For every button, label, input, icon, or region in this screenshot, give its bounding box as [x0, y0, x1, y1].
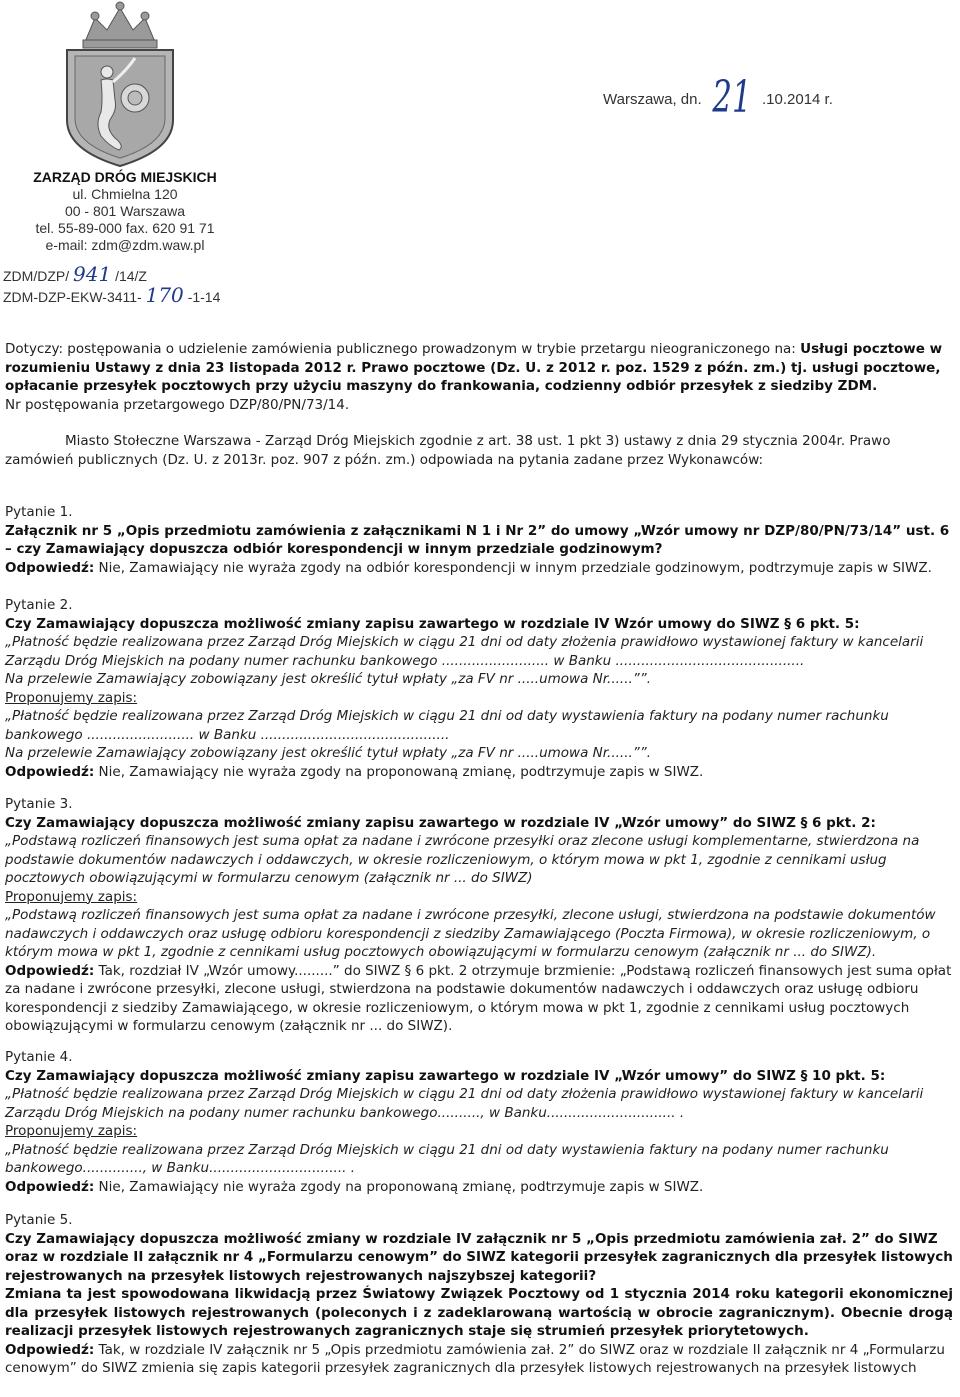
- answer-3-text: Tak, rozdział IV „Wzór umowy.........” do SIWZ § 6 pkt. 2 otrzymuje brzmienie: „Podstawą rozliczeń finansowych jest suma opłat za nadane i zwrócone przesyłki, zlecone usługi, stwierdzona na podstawie dokumentów nadawczych i oddawczych oraz usługę odbioru korespondencji z siedziby Zamawiającego, w okresie rozliczeniowym, o którym mowa w pkt 1, zgodnie z cennikami usług pocztowych obowiązującymi w formularzu cenowym (załącznik nr ... do SIWZ).: [5, 962, 952, 1034]
- proceeding-number: Nr postępowania przetargowego DZP/80/PN/73/14.: [5, 396, 350, 413]
- subject-prefix: Dotyczy: postępowania o udzielenie zamówienia publicznego prowadzonym w trybie przetargu nieograniczonego na:: [5, 341, 801, 357]
- reference-number-2: [3, 283, 221, 307]
- question-4-section: [5, 1048, 953, 1196]
- subject-bold: Usługi pocztowe w rozumieniu Ustawy z dnia 23 listopada 2012 r. Prawo pocztowe (Dz. U. z 2012 r. poz. 1529 z późn. zm.) tj. usługi pocztowe, opłacanie przesyłek pocztowych przy użyciu maszyny do frankowania, codzienny odbiór przesyłek z siedziby ZDM.: [5, 341, 943, 394]
- answer-5-text: Tak, w rozdziale IV załącznik nr 5 „Opis przedmiotu zamówienia zał. 2” do SIWZ oraz w rozdziale II załącznik nr 4 „Formularzu cenowym” do SIWZ zmienia się zapis kategorii przesyłek zagranicznych dla przesyłek listowych rejestrowanych na przesyłek listowych: [5, 1341, 945, 1376]
- sender-address-block: [20, 169, 230, 254]
- ref1-suffix: /14/Z: [115, 268, 147, 284]
- question-2-text: Czy Zamawiający dopuszcza możliwość zmiany zapisu zawartego w rozdziale IV Wzór umowy do SIWZ § 6 pkt. 5:: [5, 615, 860, 632]
- address-street: ul. Chmielna 120: [72, 186, 178, 202]
- ref2-suffix: -1-14: [187, 289, 221, 305]
- answer-3-label: Odpowiedź:: [5, 962, 95, 979]
- reference-number-1: [3, 262, 147, 286]
- question-2-quote-current-b: Na przelewie Zamawiający zobowiązany jest określić tytuł wpłaty „za FV nr .....umowa Nr......””.: [5, 671, 652, 687]
- answer-1-label: Odpowiedź:: [5, 559, 95, 576]
- question-4-title: Pytanie 4.: [5, 1049, 73, 1065]
- statement-paragraph: [5, 432, 953, 469]
- ref2-prefix: ZDM-DZP-EKW-3411-: [3, 289, 142, 305]
- subject-paragraph: [5, 340, 953, 396]
- question-1-section: [5, 503, 953, 577]
- address-city: 00 - 801 Warszawa: [64, 203, 186, 219]
- question-1-title: Pytanie 1.: [5, 504, 73, 520]
- question-3-text: Czy Zamawiający dopuszcza możliwość zmiany zapisu zawartego w rozdziale IV „Wzór umowy” do SIWZ § 6 pkt. 2:: [5, 814, 876, 831]
- answer-3: [5, 962, 953, 1036]
- ref1-prefix: ZDM/DZP/: [3, 268, 70, 284]
- organization-name: ZARZĄD DRÓG MIEJSKICH: [33, 169, 217, 185]
- phone-fax: tel. 55-89-000 fax. 620 91 71: [35, 220, 215, 236]
- email-address: e-mail: zdm@zdm.waw.pl: [45, 237, 205, 253]
- question-5-text: Czy Zamawiający dopuszcza możliwość zmiany w rozdziale IV załącznik nr 5 „Opis przedmiotu zamówienia zał. 2” do SIWZ oraz w rozdziale II załącznik nr 4 „Formularzu cenowym” do SIWZ kategorii przesyłek zagranicznych dla przesyłek listowych rejestrowanych na przesyłek listowych rejestrowanych najszybszej kategorii?: [5, 1230, 953, 1284]
- question-3-section: [5, 795, 953, 1036]
- answer-2-text: Nie, Zamawiający nie wyraża zgody na proponowaną zmianę, podtrzymuje zapis w SIWZ.: [94, 763, 704, 780]
- question-5-explanation: Zmiana ta jest spowodowana likwidacją przez Światowy Związek Pocztowy od 1 stycznia 2014 roku kategorii ekonomicznej dla przesyłek listowych rejestrowanych (poleconych i z zadeklarowaną wartością w obrocie zagranicznym). Obecnie drogą realizacji przesyłek listowych rejestrowanych zagranicznych staje się strumień przesyłek priorytetowych.: [5, 1286, 953, 1339]
- document-date: [603, 72, 833, 123]
- date-handwritten-day: 21: [712, 72, 752, 123]
- question-2-quote-proposed-b: Na przelewie Zamawiający zobowiązany jest określić tytuł wpłaty „za FV nr .....umowa Nr......””.: [5, 745, 652, 761]
- question-2-section: [5, 596, 953, 781]
- statement-text: Miasto Stołeczne Warszawa - Zarząd Dróg Miejskich zgodnie z art. 38 ust. 1 pkt 3) ustawy z dnia 29 stycznia 2004r. Prawo zamówień publicznych (Dz. U. z 2013r. poz. 907 z późn. zm.) odpowiada na pytania zadane przez Wykonawców:: [5, 433, 891, 468]
- answer-2-label: Odpowiedź:: [5, 763, 95, 780]
- question-2-quote-current: „Płatność będzie realizowana przez Zarząd Dróg Miejskich w ciągu 21 dni od daty złożenia prawidłowo wystawionej faktury w kancelarii Zarządu Dróg Miejskich na podany numer rachunku bankowego ......................... w Banku ............................................: [5, 634, 924, 669]
- answer-5: [5, 1341, 953, 1378]
- question-2-quote-proposed: „Płatność będzie realizowana przez Zarząd Dróg Miejskich w ciągu 21 dni od daty wystawienia faktury na podany numer rachunku bankowego ......................... w Banku ............................................: [5, 708, 889, 743]
- ref1-handwritten: 941: [73, 262, 112, 286]
- answer-4-text: Nie, Zamawiający nie wyraża zgody na proponowaną zmianę, podtrzymuje zapis w SIWZ.: [94, 1178, 704, 1195]
- question-4-text: Czy Zamawiający dopuszcza możliwość zmiany zapisu zawartego w rozdziale IV „Wzór umowy” do SIWZ § 10 pkt. 5:: [5, 1067, 886, 1084]
- answer-1-text: Nie, Zamawiający nie wyraża zgody na odbiór korespondencji w innym przedziale godzinowym, podtrzymuje zapis w SIWZ.: [94, 559, 932, 576]
- date-suffix: .10.2014 r.: [762, 91, 833, 108]
- question-3-quote-current: „Podstawą rozliczeń finansowych jest suma opłat za nadane i zwrócone przesyłki oraz zlecone usługi komplementarne, stwierdzona na podstawie dokumentów nadawczych i oddawczych, w okresie rozliczeniowym, o którym mowa w pkt 1, zgodnie z cennikami usług pocztowych obowiązującymi w formularzu cenowym (załącznik nr ... do SIWZ): [5, 833, 920, 886]
- question-5-title: Pytanie 5.: [5, 1212, 73, 1228]
- question-4-quote-current: „Płatność będzie realizowana przez Zarząd Dróg Miejskich w ciągu 21 dni od daty złożenia prawidłowo wystawionej faktury w kancelarii Zarządu Dróg Miejskich na podany numer rachunku bankowego.........., w Banku.............................. .: [5, 1086, 924, 1121]
- answer-4: [5, 1178, 953, 1197]
- question-4-proposal-label: Proponujemy zapis:: [5, 1123, 138, 1139]
- question-3-proposal-label: Proponujemy zapis:: [5, 888, 138, 905]
- question-3-title: Pytanie 3.: [5, 796, 73, 812]
- answer-4-label: Odpowiedź:: [5, 1178, 95, 1195]
- question-2-title: Pytanie 2.: [5, 597, 73, 613]
- question-4-quote-proposed: „Płatność będzie realizowana przez Zarząd Dróg Miejskich w ciągu 21 dni od daty wystawienia faktury na podany numer rachunku bankowego.............., w Banku................................ .: [5, 1141, 889, 1176]
- coat-of-arms-emblem: [55, 0, 185, 168]
- date-prefix: Warszawa, dn.: [603, 91, 702, 108]
- question-5-section: [5, 1211, 953, 1378]
- answer-1: [5, 559, 953, 578]
- subject-section: [5, 340, 953, 414]
- question-2-proposal-label: Proponujemy zapis:: [5, 689, 138, 706]
- answer-5-label: Odpowiedź:: [5, 1341, 95, 1358]
- question-1-text: Załącznik nr 5 „Opis przedmiotu zamówienia z załącznikami N 1 i Nr 2” do umowy „Wzór umowy nr DZP/80/PN/73/14” ust. 6 – czy Zamawiający dopuszcza odbiór korespondencji w innym przedziale godzinowym?: [5, 522, 950, 557]
- question-3-quote-proposed: „Podstawą rozliczeń finansowych jest suma opłat za nadane i zwrócone przesyłki, zlecone usługi, stwierdzona na podstawie dokumentów nadawczych i oddawczych oraz usługę odbioru korespondencji z siedziby Zamawiającego (Poczta Firmowa), w okresie rozliczeniowym, o którym mowa w pkt 1, zgodnie z cennikami usług pocztowych obowiązującymi w formularzu cenowym (załącznik nr ... do SIWZ).: [5, 907, 936, 960]
- ref2-handwritten: 170: [145, 283, 184, 307]
- answer-2: [5, 763, 953, 782]
